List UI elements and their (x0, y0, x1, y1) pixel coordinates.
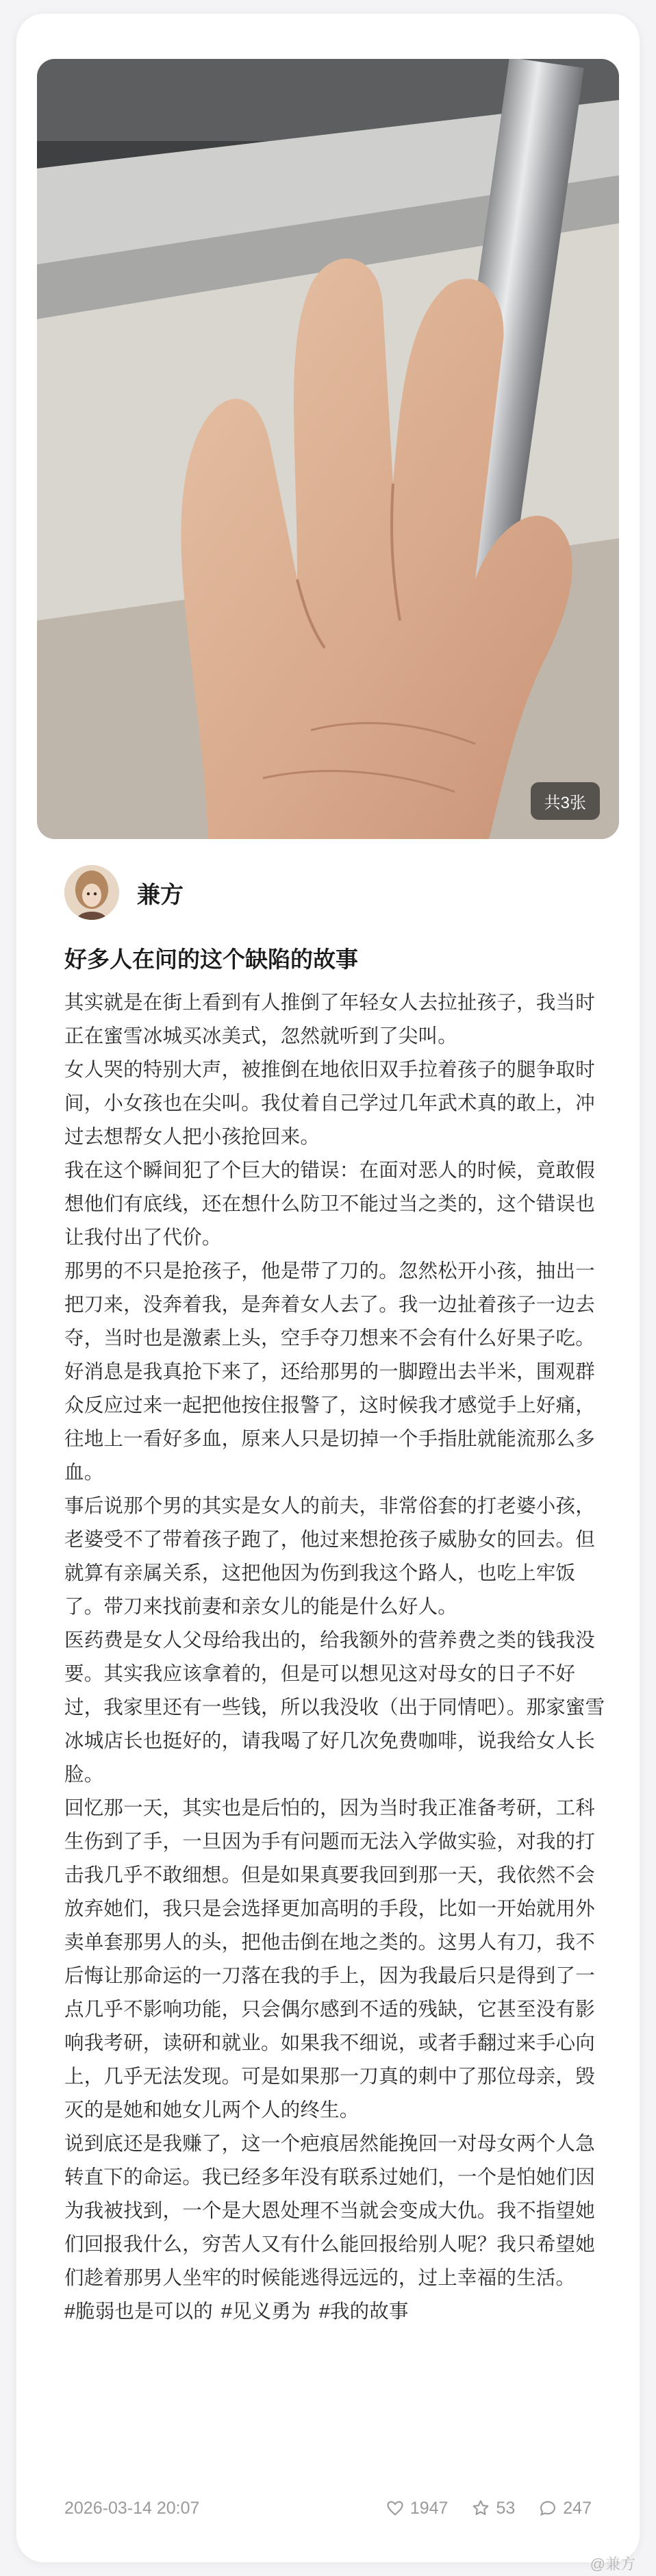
watermark: @兼方 (590, 2555, 635, 2573)
heart-icon (386, 2499, 405, 2518)
paragraph: 我在这个瞬间犯了个巨大的错误：在面对恶人的时候，竟敢假想他们有底线，还在想什么防卫不能过当之类的，这个错误也让我付出了代价。 (64, 1160, 595, 1249)
paragraph: 说到底还是我赚了，这一个疤痕居然能挽回一对母女两个人急转直下的命运。我已经多年没有联系过她们，一个是怕她们因为我被找到，一个是大恩处理不当就会变成大仇。我不指望她们回报我什么，穷苦人又有什么能回报给别人呢？我只希望她们趁着那男人坐牢的时候能逃得远远的，过上幸福的生活。 (64, 2133, 595, 2289)
paragraph: 女人哭的特别大声，被推倒在地依旧双手拉着孩子的腿争取时间，小女孩也在尖叫。我仗着自己学过几年武术真的敢上，冲过去想帮女人把小孩抢回来。 (64, 1059, 595, 1148)
like-count: 1947 (409, 2498, 449, 2518)
hand-photo (37, 59, 619, 839)
favorite-count: 53 (496, 2498, 516, 2518)
like-button[interactable] (386, 2499, 449, 2518)
avatar-image (64, 865, 119, 920)
paragraph: 事后说那个男的其实是女人的前夫，非常俗套的打老婆小孩，老婆受不了带着孩子跑了，他过来想抢孩子威胁女的回去。但就算有亲属关系，这把他因为伤到我这个路人，也吃上牢饭了。带刀来找前妻和亲女儿的能是什么好人。 (64, 1495, 595, 1618)
hashtag[interactable]: #脆弱也是可以的 (64, 2301, 213, 2323)
author-name[interactable]: 兼方 (137, 881, 184, 908)
hashtag[interactable]: #见义勇为 (220, 2301, 311, 2323)
author-row[interactable] (64, 862, 184, 923)
comment-button[interactable] (538, 2499, 592, 2518)
post-title: 好多人在问的这个缺陷的故事 (64, 947, 358, 972)
image-count-badge: 共3张 (531, 782, 600, 820)
comment-icon (538, 2499, 557, 2518)
post-image[interactable] (37, 59, 619, 839)
avatar[interactable] (64, 865, 119, 920)
hashtag-list (64, 2295, 605, 2329)
paragraph: 回忆那一天，其实也是后怕的，因为当时我正准备考研，工科生伤到了手，一旦因为手有问题而无法入学做实验，对我的打击我几乎不敢细想。但是如果真要我回到那一天，我依然不会放弃她们，我只是会选择更加高明的手段，比如一开始就用外卖单套那男人的头，把他击倒在地之类的。这男人有刀，我不后悔让那命运的一刀落在我的手上，因为我最后只是得到了一点几乎不影响功能，只会偶尔感到不适的残缺，它甚至没有影响我考研，读研和就业。如果我不细说，或者手翻过来手心向上，几乎无法发现。可是如果那一刀真的刺中了那位母亲，毁灭的是她和她女儿两个人的终生。 (64, 1797, 595, 2121)
comment-count: 247 (563, 2498, 592, 2518)
post-body (64, 986, 605, 2329)
paragraph: 医药费是女人父母给我出的，给我额外的营养费之类的钱我没要。其实我应该拿着的，但是可以想见这对母女的日子不好过，我家里还有一些钱，所以我没收（出于同情吧）。那家蜜雪冰城店长也挺好的，请我喝了好几次免费咖啡，说我给女人长脸。 (64, 1629, 605, 1786)
post-footer (64, 2494, 592, 2522)
paragraph: 那男的不只是抢孩子，他是带了刀的。忽然松开小孩，抽出一把刀来，没奔着我，是奔着女人去了。我一边扯着孩子一边去夺，当时也是激素上头，空手夺刀想来不会有什么好果子吃。好消息是我真抢下来了，还给那男的一脚蹬出去半米，围观群众反应过来一起把他按住报警了，这时候我才感觉手上好痛，往地上一看好多血，原来人只是切掉一个手指肚就能流那么多血。 (64, 1260, 595, 1484)
favorite-button[interactable] (471, 2499, 515, 2518)
star-icon (471, 2499, 490, 2518)
post-date: 2026-03-14 20:07 (64, 2498, 200, 2518)
paragraph: 其实就是在街上看到有人推倒了年轻女人去拉扯孩子，我当时正在蜜雪冰城买冰美式，忽然就听到了尖叫。 (64, 992, 595, 1047)
hashtag[interactable]: #我的故事 (318, 2301, 409, 2323)
